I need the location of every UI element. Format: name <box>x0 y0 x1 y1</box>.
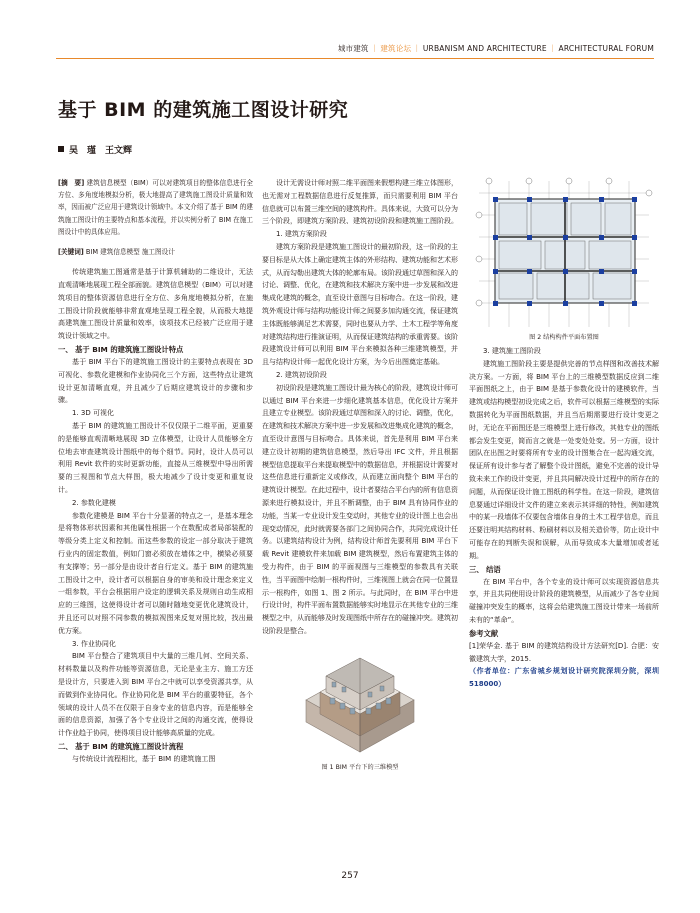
author-names: 吴 瑾 王文辉 <box>69 146 133 156</box>
paragraph: BIM 平台整合了建筑项目中大量的三维几何、空间关系、材料数量以及构件功能等资源信息，无论是业主方、施工方还是设计方，只要进入到 BIM 平台之中就可以享受资源共享，从而做到作业协同化。作业协同化是 BIM 平台的重要特征，各个领域的设计人员不在仅限于自身专业的信息内容，而是能够全面的信息资源，加强了各个专业设计之间的沟通交流，使得设计作业趋于协同，使得项目设计能够高质量的完成。 <box>58 652 253 738</box>
author-affiliation: （作者单位：广东省城乡规划设计研究院深圳分院，深圳 518000） <box>469 667 659 689</box>
subsection-heading: 2. 参数化建模 <box>72 498 116 507</box>
paragraph: 基于 BIM 平台下的建筑施工图设计的主要特点表现在 3D 可视化、参数化建模和作业协同化三个方面，这些特点让建筑设计更加清晰直观，并且减少了后期应建筑设计的步骤和步骤。 <box>58 358 253 405</box>
abstract-label: [摘 要] <box>58 179 85 187</box>
reference-item: [1]荣华金. 基于 BIM 的建筑结构设计方法研究[D]. 合肥：安徽建筑大学，2015. <box>469 641 659 663</box>
references-heading: 参考文献 <box>469 628 499 638</box>
section-heading: 二、 基于 BIM 的建筑施工图设计流程 <box>58 741 184 751</box>
figure-2-caption: 图 2 结构构件平面布置图 <box>529 334 599 341</box>
authors <box>58 143 132 156</box>
paragraph: 基于 BIM 的建筑施工图设计不仅仅限于二维平面，更重要的是能够直观清晰地展现 3D 立体模型，让设计人员能够全方位地去审查建筑设计图纸中的每个细节。同时，设计人员可以利用 Revit 软件的实时更新功能，直接从三维模型中导出所需要的三视图和节点大样图，极大地减少了设计变更和重复设计。 <box>58 421 253 494</box>
header-section: 建筑论坛 <box>380 44 412 53</box>
figure-2-structural-floor-plan <box>475 177 653 330</box>
subsection-heading: 1. 建筑方案阶段 <box>276 230 327 239</box>
subsection-heading: 3. 建筑施工图阶段 <box>483 347 541 355</box>
column-2 <box>262 177 458 775</box>
header-english: URBANISM AND ARCHITECTURE <box>422 44 547 53</box>
column-1 <box>58 177 253 766</box>
header-column: 城市建筑 <box>337 44 369 53</box>
figure-1-caption: 图 1 BIM 平台下的三维模型 <box>321 763 399 771</box>
subsection-heading: 3. 作业协同化 <box>72 639 116 648</box>
paragraph: 建筑施工图阶段主要是提供完善的节点样图和改善技术解决方案。一方面，将 BIM 平台上的三维模型数据反应到二维平面图纸之上，由于 BIM 是基于参数化设计的建模软件，当建筑或结构模型初设完成之后，软件可以根据三维模型的实际数据转化为平面图纸数据，并且当后期需要进行设计变更之时，无论在平面图还是三维模型上进行修改，其他专业的图纸都会发生变更，简而言之就是一处变处处变。另一方面，设计团队在出图之时要将所有专业的设计图集合在一起沟通交流，保证所有设计参与者了解整个设计图纸，避免不完善的设计导致未来工作的设计变更，并且共同解决设计过程中的所存在的问题，从而保证设计施工图纸的科学性。在这一阶段，建筑信息要通过详细设计文件的建立来表示其详细的特性，例如建筑中的某一段墙体不仅要包含墙体自身的土木工程学信息，而且还要注明其结构材料、粉刷材料以及相关造价等，防止设计中可能存在的判断失误和误解，从而导致成本大量增加或者延期。 <box>469 359 659 560</box>
paragraph: 设计无需设计师对照二维平面图来假想构建三维立体图形，也无需对工程数据信息进行反复推算，而只需要利用 BIM 平台信息就可以布置三维空间的建筑构件。具体来说，大致可以分为三个阶段，即建筑方案阶段、建筑初设阶段和建筑施工图阶段。 <box>262 179 458 226</box>
keywords-label: [关键词] <box>58 248 84 257</box>
paragraph: 传统建筑施工图通常是基于计算机辅助的二维设计，无法直观清晰地展现工程全部面貌。建筑信息模型（BIM）可以对建筑项目的整体资源信息进行全方位、多角度地模拟分析，在施工图设计阶段就能够非常直观地呈现工程全貌，从而极大地提高建筑施工图设计质量和效率，该项技术已经被广泛应用于建筑设计领域之中。 <box>58 268 253 341</box>
column-3 <box>469 177 659 691</box>
paragraph: 在 BIM 平台中，各个专业的设计师可以实现资源信息共享，并且共同使用设计阶段的建筑模型，从而减少了各专业间碰撞冲突发生的概率，这将会给建筑施工图设计带来一场前所未有的“革命”。 <box>469 577 659 624</box>
keywords-text: BIM 建筑信息模型 施工图设计 <box>85 248 175 257</box>
header-rule <box>56 58 654 59</box>
square-bullet-icon <box>58 146 64 152</box>
section-heading: 三、 结语 <box>469 564 501 574</box>
section-heading: 一、 基于 BIM 的建筑施工图设计特点 <box>58 345 184 354</box>
abstract <box>58 177 253 238</box>
header-forum: ARCHITECTURAL FORUM <box>558 44 654 53</box>
paragraph: 与传统设计流程相比，基于 BIM 的建筑施工图 <box>72 754 216 763</box>
abstract-text: 建筑信息模型（BIM）可以对建筑项目的整体信息进行全方位、多角度地模拟分析，极大地提高了建筑施工图设计质量和效率，因而被广泛应用于建筑设计领域中。本文介绍了基于 BIM 的建筑施工图设计的主要特点和基本流程，并以实例分析了 BIM 在施工图设计中的具体应用。 <box>58 179 253 236</box>
keywords <box>58 246 253 258</box>
article-title: 基于 BIM 的建筑施工图设计研究 <box>58 99 349 121</box>
paragraph: 初设阶段是建筑施工图设计最为核心的阶段，建筑设计师可以通过 BIM 平台来进一步细化建筑基本信息，优化设计方案并且建立专业模型。该阶段通过草图和深入的讨论、调整，优化，在建筑和技术解决方案中进一步发展和改进集成化建筑的概念，直至设计意图与目标吻合。具体来说，首先是利用 BIM 平台来建立设计初期的建筑信息模型，然后导出 IFC 文件，并且根据模型信息提取平台来提取模型中的数据信息，并根据设计需要对这些信息进行重新定义或修改，从而建立面向整个 BIM 平台的建筑设计模型。在此过程中，设计者要结合平台内的所有信息资源来进行模拟设计，并且不断调整，由于 BIM 具有协同作业的功能，当某一专业设计发生变动时，其他专业的设计图上也会出现变动情况，此时就需要各部门之间协同合作，共同完成设计任务。以建筑结构设计为例，结构设计师首先要利用 BIM 平台下载 Revit 建模软件来加载 BIM 建筑模型，然后布置建筑主体的受力构件，由于 BIM 的平面视图与三维模型的参数具有关联性，当平面图中绘制一根构件时，三维视图上就会在同一位置显示一根构件，如图 1、图 2 所示。与此同时，在 BIM 平台中进行设计时，构件平面布置数据能够实时地显示在其他专业的三维模型之中，从而能够及时发现图纸中所存在的碰撞冲突。建筑初设阶段是整合。 <box>262 383 458 635</box>
running-header: 城市建筑 ｜ 建筑论坛 ｜ URBANISM AND ARCHITECTURE ｜ ARCHITECTURAL FORUM <box>337 44 654 53</box>
paragraph: 参数化建模是 BIM 平台十分显著的特点之一，是基本理念是将物体形状因素和其他属性根据一个在数配成者局部装配的等级分类上定义和控制。而这些参数的设定一部分取决于建筑行业内的固定数值，例如门窗必须放在墙体之中，横梁必须要有支撑等；另一部分是由设计者自行定义。基于 BIM 的建筑施工图设计之中，设计者可以根据自身的审美和设计理念来定义一组参数，平台会根据用户设定的逻辑关系及规则自动生成相应的三维图，这使得设计者可以随时随地变更优化建筑设计，并且还可以对照不同参数的模拟视图来反复对照比较，找出最优方案。 <box>58 511 253 635</box>
subsection-heading: 1. 3D 可视化 <box>72 409 114 418</box>
figure-1-3d-building-model <box>296 640 424 760</box>
page-number: 257 <box>341 871 359 881</box>
paragraph: 建筑方案阶段是建筑施工图设计的最初阶段，这一阶段的主要目标是从大体上确定建筑主体的外形结构、建筑功能和艺术形式，从而勾勒出建筑大体的轮廓布局。该阶段通过草图和深入的讨论、调整、优化，在建筑和技术解决方案中进一步发展和改进集成化建筑的概念，直至设计意图与目标吻合。在这一阶段，建筑外观设计师与结构功能设计师之间要多加沟通交流，保证建筑主体既能够满足艺术需要，同时也要从力学、土木工程学等角度对建筑结构进行推演证明，从而保证建筑结构的承重需要。该阶段建筑设计师可以利用 BIM 平台来模拟各种三维建筑模型，并且与结构设计师一起优化设计方案，为今后出图奠定基础。 <box>262 242 458 367</box>
subsection-heading: 2. 建筑初设阶段 <box>276 370 327 379</box>
